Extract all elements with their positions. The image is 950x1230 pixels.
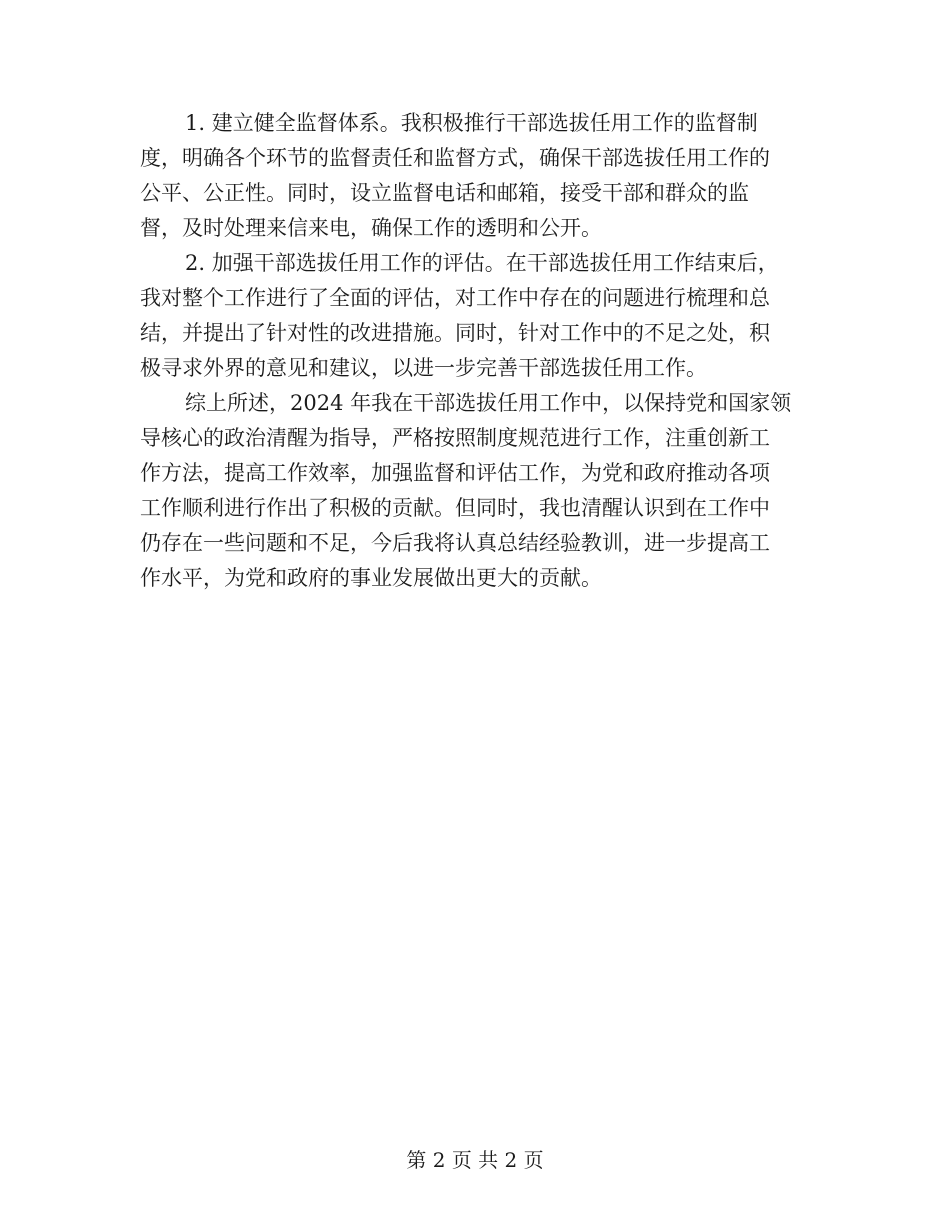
paragraph-line: 度，明确各个环节的监督责任和监督方式，确保干部选拔任用工作的: [140, 146, 770, 170]
paragraph-supervision: [140, 106, 810, 246]
paragraph-line: 极寻求外界的意见和建议，以进一步完善干部选拔任用工作。: [140, 356, 707, 380]
paragraph-line: 作水平，为党和政府的事业发展做出更大的贡献。: [140, 566, 602, 590]
paragraph-line: 工作顺利进行作出了积极的贡献。但同时，我也清醒认识到在工作中: [140, 496, 770, 520]
paragraph-evaluation: [140, 246, 810, 386]
document-body: [140, 106, 810, 596]
paragraph-line: 作方法，提高工作效率，加强监督和评估工作，为党和政府推动各项: [140, 461, 770, 485]
paragraph-line: 2. 加强干部选拔任用工作的评估。在干部选拔任用工作结束后，: [185, 251, 779, 275]
paragraph-line: 公平、公正性。同时，设立监督电话和邮箱，接受干部和群众的监: [140, 181, 749, 205]
paragraph-line: 我对整个工作进行了全面的评估，对工作中存在的问题进行梳理和总: [140, 286, 770, 310]
paragraph-line: 综上所述，2024 年我在干部选拔任用工作中，以保持党和国家领: [185, 391, 792, 415]
page-number-footer: 第 2 页 共 2 页: [406, 1148, 544, 1172]
paragraph-line: 导核心的政治清醒为指导，严格按照制度规范进行工作，注重创新工: [140, 426, 770, 450]
paragraph-line: 仍存在一些问题和不足，今后我将认真总结经验教训，进一步提高工: [140, 531, 770, 555]
paragraph-line: 督，及时处理来信来电，确保工作的透明和公开。: [140, 216, 602, 240]
paragraph-conclusion: [140, 386, 810, 596]
paragraph-line: 结，并提出了针对性的改进措施。同时，针对工作中的不足之处，积: [140, 321, 770, 345]
paragraph-line: 1. 建立健全监督体系。我积极推行干部选拔任用工作的监督制: [185, 111, 758, 135]
